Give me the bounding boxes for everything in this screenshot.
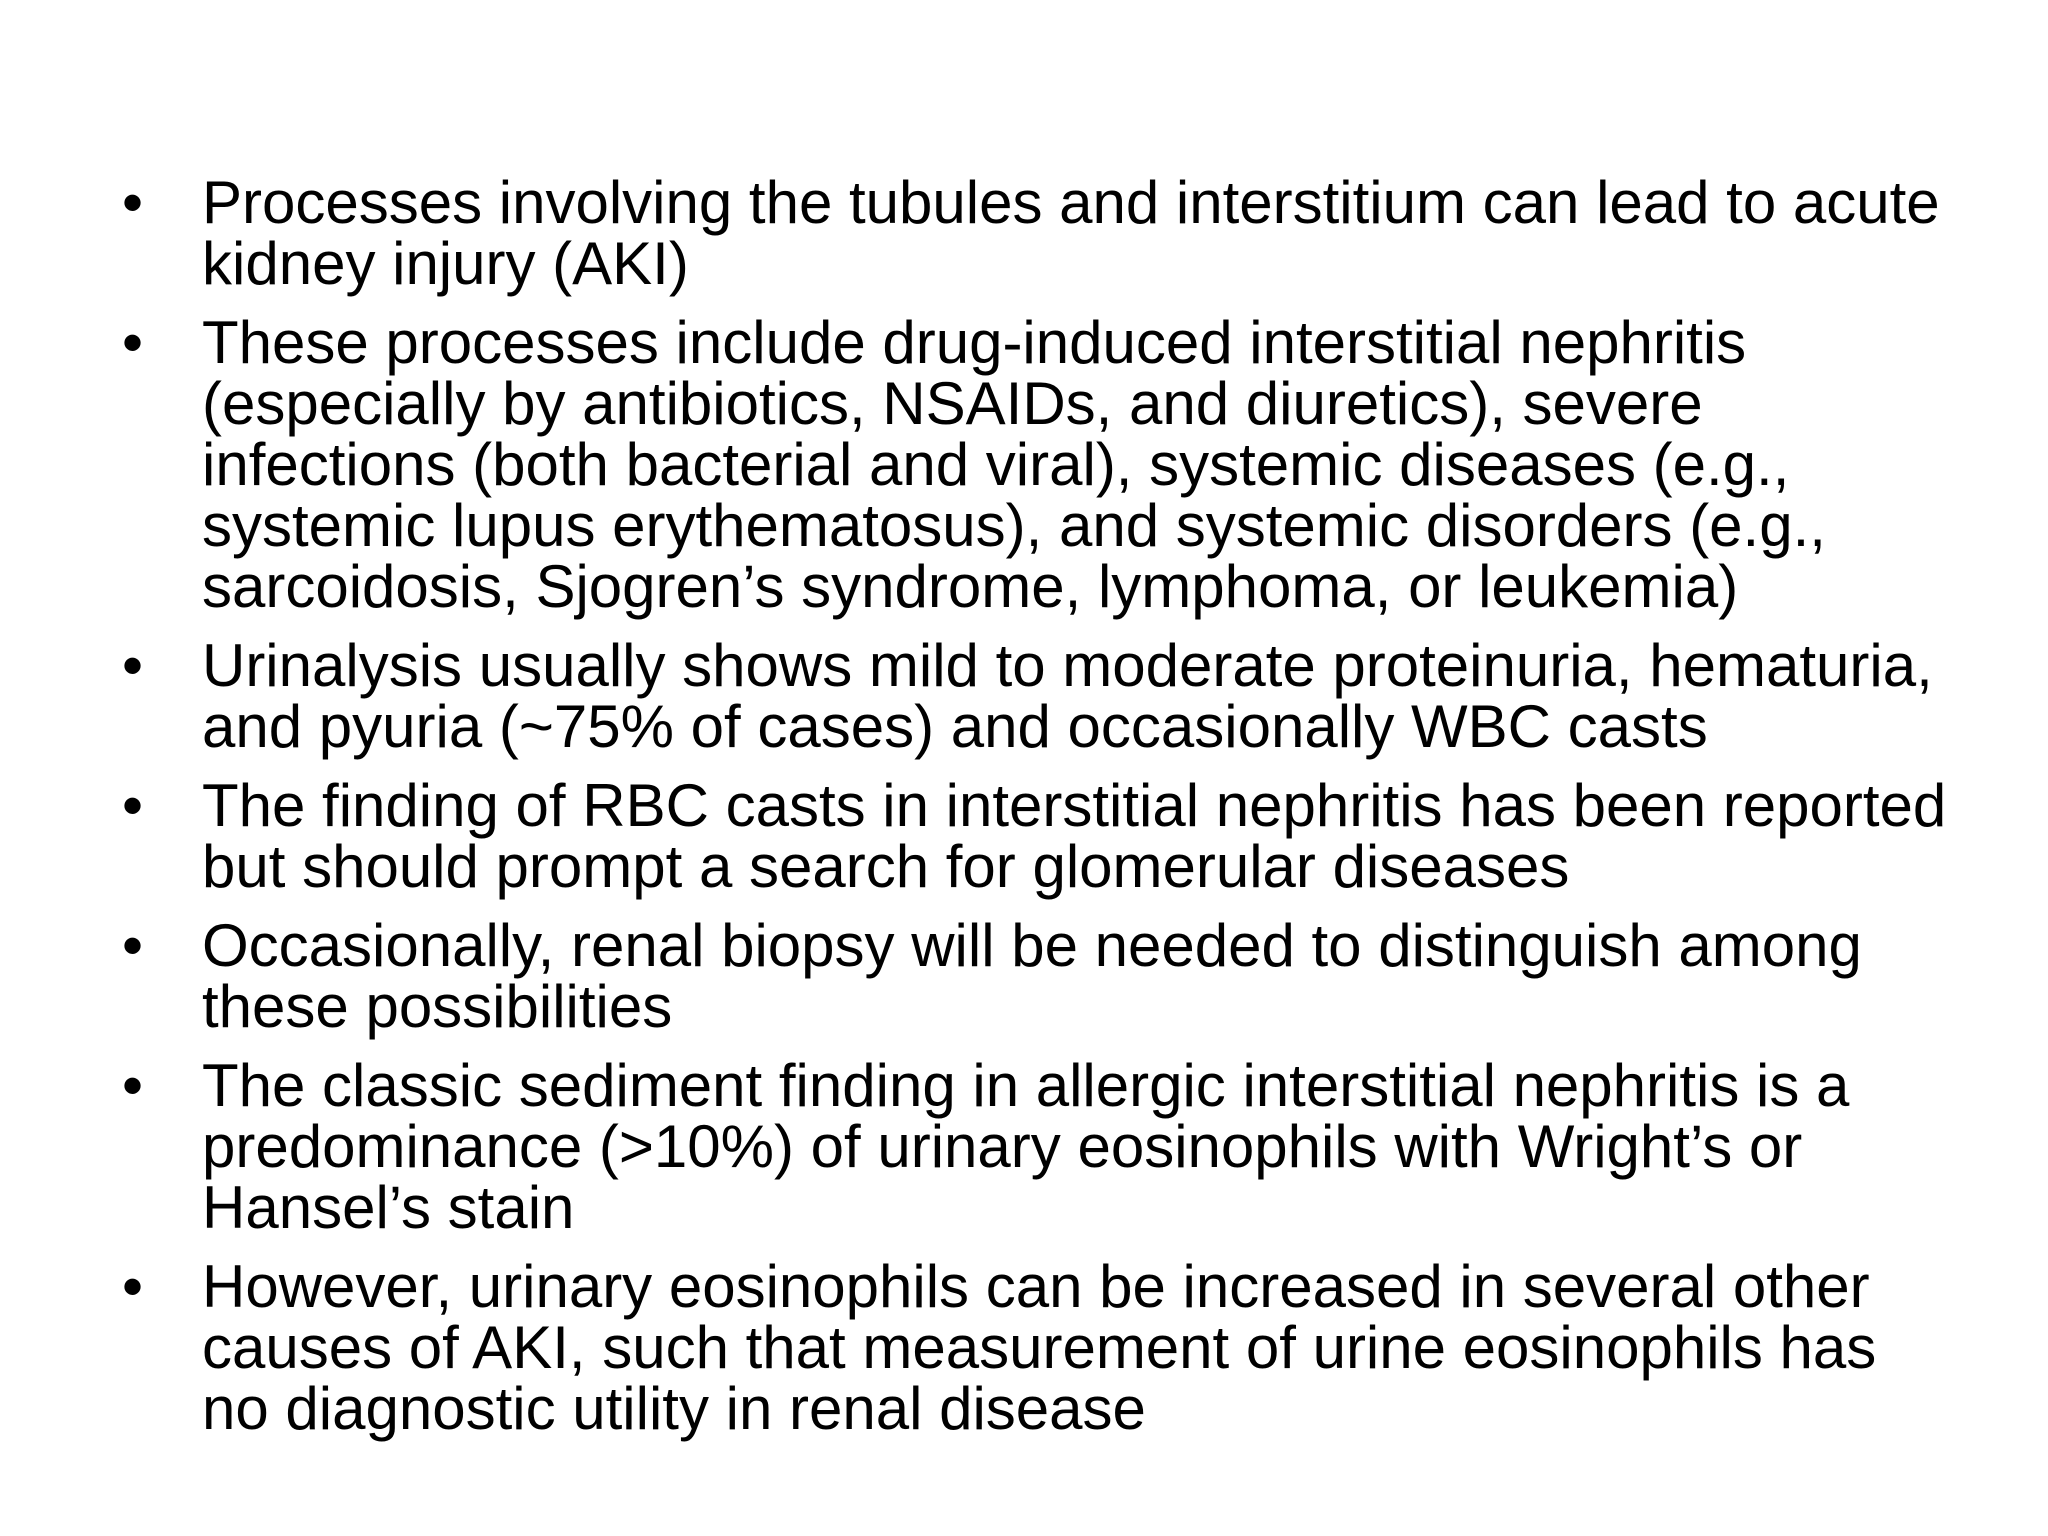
bullet-item (122, 632, 1952, 760)
bullet-dot-icon: • (122, 772, 144, 839)
bullet-text: Occasionally, renal biopsy will be needed to distinguish among these possibilities (202, 912, 1862, 1040)
bullet-text: However, urinary eosinophils can be increased in several other causes of AKI, such that measurement of urine eosinophils has no diagnostic utility in renal disease (202, 1253, 1877, 1442)
bullet-text: Processes involving the tubules and interstitium can lead to acute kidney injury (AKI) (202, 169, 1940, 297)
bullet-text: Urinalysis usually shows mild to moderate proteinuria, hematuria, and pyuria (~75% of cases) and occasionally WBC casts (202, 632, 1933, 760)
bullet-list (122, 169, 1952, 1457)
bullet-text: The finding of RBC casts in interstitial nephritis has been reported but should prompt a search for glomerular diseases (202, 772, 1947, 900)
bullet-item (122, 772, 1952, 900)
bullet-dot-icon: • (122, 912, 144, 979)
bullet-item (122, 1253, 1952, 1442)
bullet-dot-icon: • (122, 1052, 144, 1119)
bullet-item (122, 309, 1952, 620)
bullet-dot-icon: • (122, 632, 144, 699)
bullet-text: These processes include drug-induced interstitial nephritis (especially by antibiotics, NSAIDs, and diuretics), severe infections (both bacterial and viral), systemic diseases (e.g., systemic lupus erythematosus), and systemic disorders (e.g., sarcoidosis, Sjogren’s syndrome, lymphoma, or leukemia) (202, 309, 1826, 620)
bullet-item (122, 1052, 1952, 1241)
bullet-text: The classic sediment finding in allergic interstitial nephritis is a predominance (>10%) of urinary eosinophils with Wright’s or Hansel’s stain (202, 1052, 1850, 1241)
bullet-dot-icon: • (122, 1253, 144, 1320)
bullet-item (122, 912, 1952, 1040)
bullet-dot-icon: • (122, 309, 144, 376)
bullet-item (122, 169, 1952, 297)
bullet-dot-icon: • (122, 169, 144, 236)
